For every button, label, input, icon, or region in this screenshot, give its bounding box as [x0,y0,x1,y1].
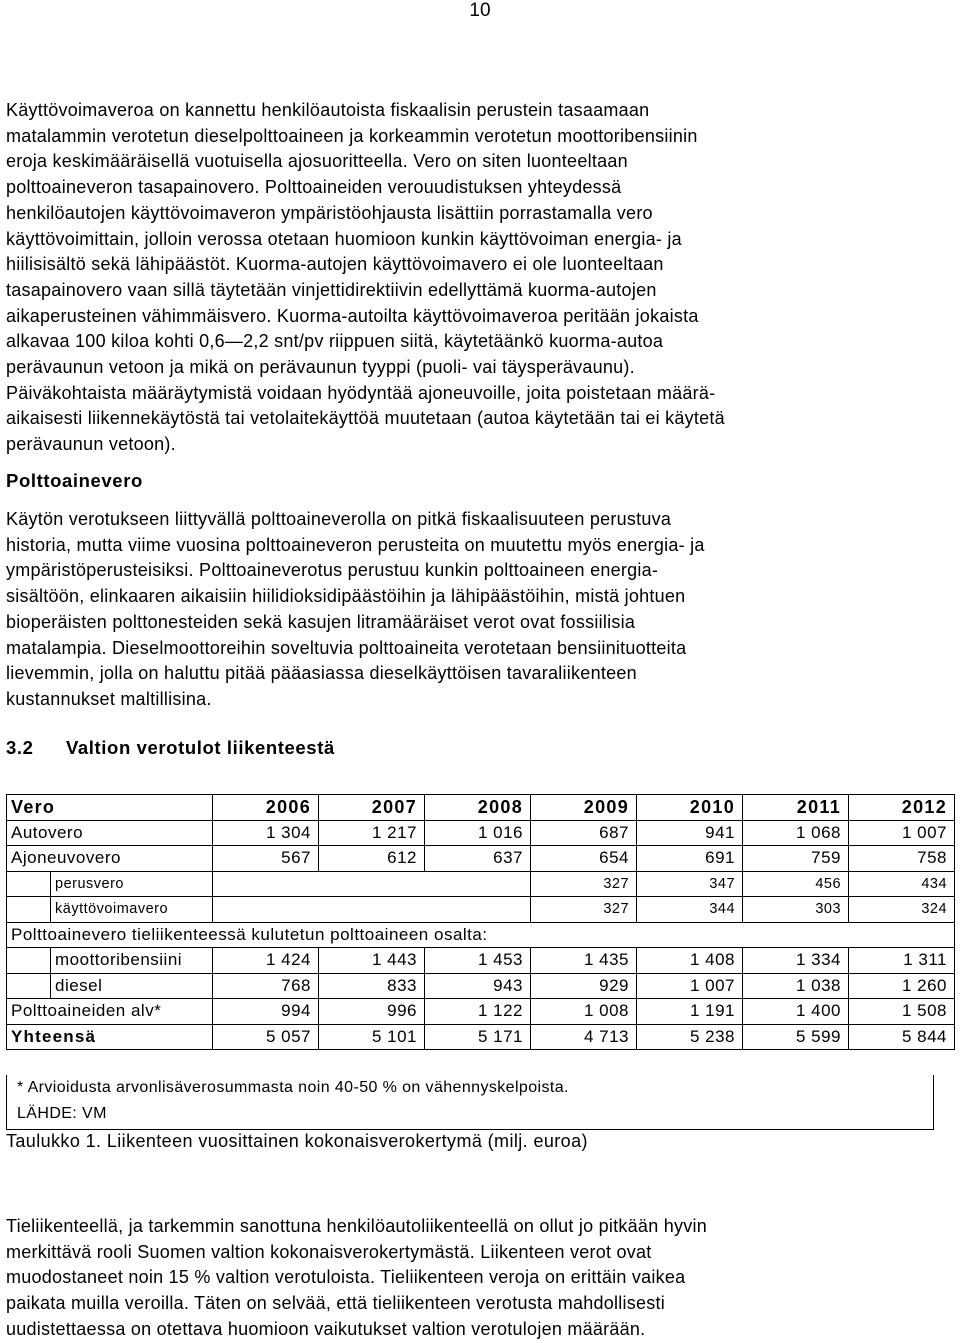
table-header-row [7,795,955,821]
table-cell: 327 [531,897,637,923]
text-line: perävaunun vetoon ja mikä on perävaunun tyyppi (puoli- vai täysperävaunu). [6,357,635,378]
text-line: merkittävä rooli Suomen valtion kokonaisverokertymästä. Liikenteen verot ovat [6,1241,652,1262]
indent-cell [7,897,51,923]
table-cell: 691 [637,846,743,872]
text-line: tasapainovero vaan sillä täytetään vinjettidirektiivin edellyttämä kuorma-autojen [6,279,657,300]
table-cell: 347 [637,871,743,897]
text-line: lievemmin, jolla on haluttu pitää pääasiassa dieselkäyttöisen tavaraliikenteen [6,663,637,684]
table-cell: 1 217 [319,820,425,846]
table-cell: 1 311 [849,948,955,974]
table-cell: 941 [637,820,743,846]
table-cell: 1 400 [743,999,849,1025]
text-line: matalammin verotetun dieselpolttoaineen ja korkeammin verotetun moottoribensiinin [6,125,698,146]
text-line: käyttövoimittain, jolloin verossa otetaan huomioon kunkin käyttövoiman energia- ja [6,228,682,249]
table-cell: 1 007 [849,820,955,846]
header-cell: 2009 [531,795,637,821]
table-cell: 324 [849,897,955,923]
tax-revenue-table [6,794,955,1050]
table-cell: 1 508 [849,999,955,1025]
table-cell: 654 [531,846,637,872]
row-label: Polttoaineiden alv* [7,999,213,1025]
table-cell: 327 [531,871,637,897]
intro-paragraph [6,98,954,458]
fuel-tax-paragraph [6,507,954,713]
table-cell: 1 408 [637,948,743,974]
text-line: sisältöön, elinkaaren aikaisiin hiilidioksidipäästöihin ja lähipäästöihin, mistä johtuen [6,586,686,607]
text-line: matalampia. Dieselmoottoreihin soveltuvia polttoaineita verotetaan bensiinituotteita [6,637,687,658]
text-line: muodostaneet noin 15 % valtion verotuloista. Tieliikenteen veroja on erittäin vaikea [6,1267,686,1288]
text-line: paikata muilla veroilla. Täten on selvää, että tieliikenteen verotusta mahdollisesti [6,1293,666,1314]
text-line: aikaperusteinen vähimmäisvero. Kuorma-autoilta käyttövoimaveroa peritään jokaista [6,305,699,326]
text-line: hiilisisältö sekä lähipäästöt. Kuorma-autojen käyttövoimavero ei ole luonteeltaan [6,254,664,275]
table-cell: 1 304 [213,820,319,846]
table-cell: 1 068 [743,820,849,846]
table-cell: 1 122 [425,999,531,1025]
table-cell: 759 [743,846,849,872]
table-cell: 637 [425,846,531,872]
table-cell: 1 334 [743,948,849,974]
table-cell: 943 [425,973,531,999]
table-row-ajoneuvovero [7,846,955,872]
table-row-moottoribensiini [7,948,955,974]
text-line: bioperäisten polttonesteiden sekä kasujen litramääräiset verot ovat fossiilisia [6,611,636,632]
indent-cell [7,973,51,999]
table-cell: 5 599 [743,1024,849,1050]
table-cell: 456 [743,871,849,897]
row-label: moottoribensiini [51,948,213,974]
header-cell: 2008 [425,795,531,821]
text-line: Päiväkohtaista määräytymistä voidaan hyödyntää ajoneuvoille, joita poistetaan määrä- [6,382,716,403]
group-label: Polttoainevero tieliikenteessä kulutetun polttoaineen osalta: [7,922,955,948]
table-cell: 833 [319,973,425,999]
table-cell: 1 435 [531,948,637,974]
text-line: eroja keskimääräisellä vuotuisella ajosuoritteella. Vero on siten luonteeltaan [6,151,628,172]
table-cell: 344 [637,897,743,923]
table-cell: 303 [743,897,849,923]
table-cell: 5 057 [213,1024,319,1050]
table-cell: 5 171 [425,1024,531,1050]
table-cell: 687 [531,820,637,846]
header-cell: 2006 [213,795,319,821]
table-cell: 1 008 [531,999,637,1025]
page-number: 10 [469,0,491,21]
section-heading-3-2 [6,736,335,760]
table-cell: 5 844 [849,1024,955,1050]
text-line: historia, mutta viime vuosina polttoaineveron perusteita on muutettu myös energia- ja [6,534,705,555]
row-label: Yhteensä [7,1024,213,1050]
text-line: alkavaa 100 kiloa kohti 0,6—2,2 snt/pv riippuen siitä, käytetäänkö kuorma-autoa [6,331,664,352]
row-label: Ajoneuvovero [7,846,213,872]
row-label: perusvero [51,871,213,897]
table-cell: 1 260 [849,973,955,999]
table-cell: 1 443 [319,948,425,974]
header-cell: 2007 [319,795,425,821]
header-cell: 2012 [849,795,955,821]
text-line: Tieliikenteellä, ja tarkemmin sanottuna henkilöautoliikenteellä on ollut jo pitkään hyvin [6,1216,707,1236]
table-cell: 612 [319,846,425,872]
table-cell: 758 [849,846,955,872]
table-cell: 4 713 [531,1024,637,1050]
table-cell: 768 [213,973,319,999]
table-cell: 1 007 [637,973,743,999]
table-cell: 929 [531,973,637,999]
table-row-autovero [7,820,955,846]
text-line: uudistettaessa on otettava huomioon vaikutukset valtion verotulojen määrään. [6,1318,646,1339]
table-cell: 1 016 [425,820,531,846]
row-label: Autovero [7,820,213,846]
closing-paragraph [6,1214,954,1343]
table-cell: 434 [849,871,955,897]
row-label: diesel [51,973,213,999]
footnote: * Arvioidusta arvonlisäverosummasta noin 40-50 % on vähennyskelpoista. [17,1079,569,1096]
empty-cell [213,897,531,923]
table-row-yhteensa [7,1024,955,1050]
table-row-diesel [7,973,955,999]
table-cell: 1 453 [425,948,531,974]
text-line: kustannukset maltillisina. [6,688,212,709]
empty-cell [213,871,531,897]
source-note: LÄHDE: VM [17,1105,107,1122]
section-number: 3.2 [6,737,34,758]
table-cell: 5 238 [637,1024,743,1050]
table-cell: 1 038 [743,973,849,999]
text-line: aikaisesti liikennekäytöstä tai vetolaitekäyttöä muutetaan (autoa käytetään tai ei käytetä [6,408,725,429]
section-heading-polttoainevero: Polttoainevero [6,470,143,491]
row-label: käyttövoimavero [51,897,213,923]
table-footnote-box [6,1075,934,1130]
table-row-kayttovoimavero [7,897,955,923]
table-caption: Taulukko 1. Liikenteen vuosittainen kokonaisverokertymä (milj. euroa) [6,1131,588,1151]
text-line: perävaunun vetoon). [6,434,176,455]
text-line: Käyttövoimaveroa on kannettu henkilöautoista fiskaalisin perustein tasaamaan [6,100,650,120]
text-line: Käytön verotukseen liittyvällä polttoaineverolla on pitkä fiskaalisuuteen perustuva [6,509,672,529]
indent-cell [7,948,51,974]
text-line: henkilöautojen käyttövoimaveron ympäristöohjausta lisättiin porrastamalla vero [6,202,653,223]
table-cell: 1 191 [637,999,743,1025]
table-row-fuel-group [7,922,955,948]
section-title: Valtion verotulot liikenteestä [66,737,335,758]
table-cell: 567 [213,846,319,872]
table-row-alv [7,999,955,1025]
text-line: ympäristöperusteisiksi. Polttoaineverotus perustuu kunkin polttoaineen energia- [6,560,659,581]
header-cell: Vero [7,795,213,821]
table-row-perusvero [7,871,955,897]
table-cell: 996 [319,999,425,1025]
table-cell: 994 [213,999,319,1025]
header-cell: 2010 [637,795,743,821]
table-cell: 1 424 [213,948,319,974]
indent-cell [7,871,51,897]
header-cell: 2011 [743,795,849,821]
text-line: polttoaineveron tasapainovero. Polttoaineiden verouudistuksen yhteydessä [6,177,622,198]
table-cell: 5 101 [319,1024,425,1050]
